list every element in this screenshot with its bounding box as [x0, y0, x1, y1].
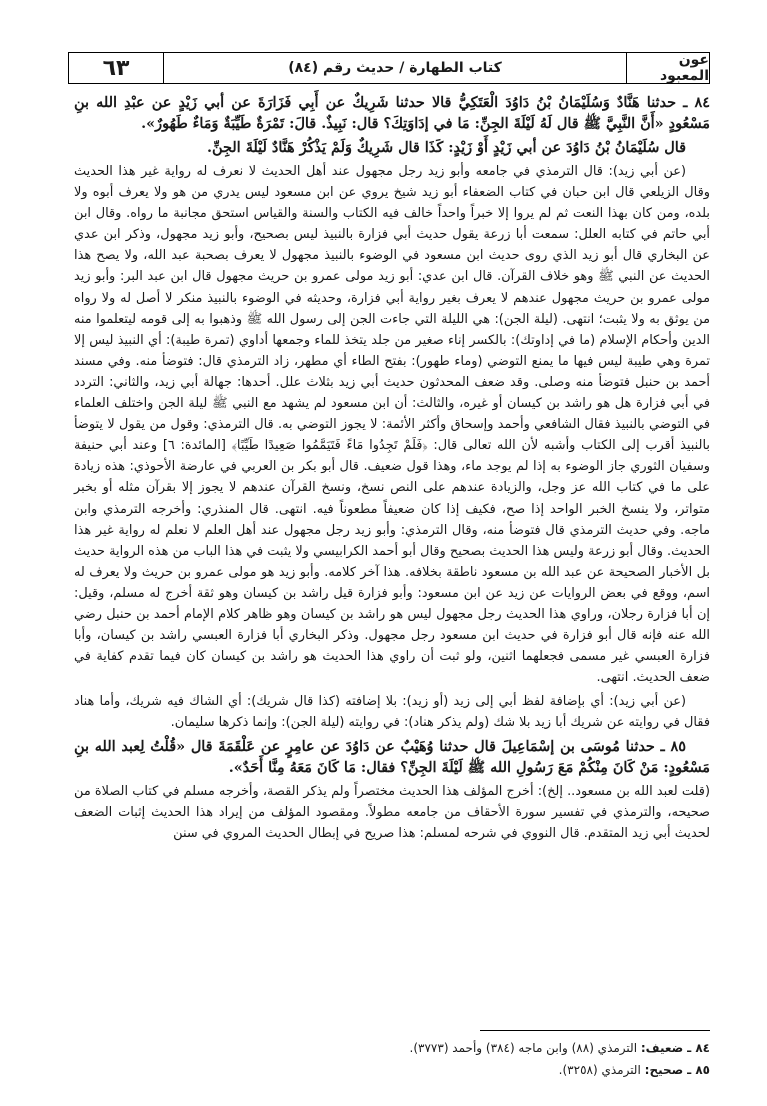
- footnote-number: ٨٥ ـ: [687, 1063, 710, 1077]
- hadith-84-variant: قال سُلَيْمَانُ بْنُ دَاوُدَ عن أبي زَيْدٍ أَوْ زَيْدٍ: كَذَا قال شَرِيكٌ وَلَمْ يَذْكُرْ هَنَّادٌ لَيْلَةَ الجِنِّ.: [207, 139, 686, 156]
- commentary-84: (عن أبي زيد): قال الترمذي في جامعه وأبو زيد رجل مجهول عند أهل الحديث لا نعرف له رواية غير هذا الحديث وقال الزيلعي قال ابن حبان في كتاب الضعفاء أبو زيد شيخ يروي عن ابن مسعود ليس يدري من هو ولا يعرف أبوه ولا بلده، ومن كان بهذا النعت ثم لم يروا إلا خبراً واحداً خالف فيه الكتاب والسنة والقياس استحق مجانبة ما رواه. وقال ابن أبي حاتم في كتابه العلل: سمعت أبا زرعة يقول حديث أبي فزارة بالنبيذ ليس بصحيح، وأبو زيد مجهول، وذكر ابن عدي عن البخاري قال أبو زيد الذي روى حديث ابن مسعود في الوضوء بالنبيذ مجهول لا يعرف بصحبة عبد الله، ولا يصح هذا الحديث عن النبي ﷺ وهو خلاف القرآن. قال ابن عدي: أبو زيد مولى عمرو بن حريث مجهول قال ابن عبد البر: وأبو زيد مولى عمرو بن حريث مجهول عندهم لا يعرف بغير رواية أبي فزارة، وحديثه في الوضوء بالنبيذ منكر لا أصل له ولا رواه من يوثق به ولا يثبت؛ انتهى. (ليلة الجن): هي الليلة التي جاءت الجن إلى رسول الله ﷺ وذهبوا به إلى قومه ليتعلموا منه الدين وأحكام الإسلام (ما في إداوتك): بالكسر إناء صغير من جلد يتخذ للماء وجمعها أداوي (تمرة طيبة): أي النبيذ ليس إلا تمرة وهي طيبة ليس فيها ما يمنع التوضي (وماء طهور): بفتح الطاء أي مطهر، زاد الترمذي قال: فتوضأ منه. وفي مسند أحمد بن حنبل فتوضأ منه وصلى. وقد ضعف المحدثون حديث أبي زيد بثلاث علل. أحدها: جهالة أبي زيد، والثاني: التردد في أبي فزارة هل هو راشد بن كيسان أو غيره، والثالث: أن ابن مسعود لم يشهد مع النبي ﷺ ليلة الجن واختلف العلماء في التوضي بالنبيذ فقال الشافعي وأحمد وإسحاق وأكثر الأئمة: لا يجوز التوضي به. قال الترمذي: وقول من يقول لا يتوضأ بالنبيذ أقرب إلى الكتاب وأشبه لأن الله تعالى قال: ﴿فَلَمْ تَجِدُوا مَاءً فَتَيَمَّمُوا صَعِيدًا طَيِّبًا﴾ [المائدة: ٦] وعند أبي حنيفة وسفيان الثوري جاز الوضوء به إذا لم يوجد ماء، وهذا قول ضعيف. قال أبو بكر بن العربي في عارضة الأحوذي: هذه زيادة على ما في كتاب الله عز وجل، والزيادة عندهم على النص نسخ، ونسخ القرآن عندهم لا يجوز إلا بقرآن مثله أو بخبر متواتر، ولا ينسخ الخبر الواحد إذا صح، فكيف إذا كان ضعيفاً مطعوناً فيه. انتهى. قال المنذري: وأخرجه الترمذي وابن ماجه. وفي حديث الترمذي قال فتوضأ منه، وقال الترمذي: وأبو زيد رجل مجهول عند أهل العلم لا نعلم له رواية غير هذا الحديث. وقال أبو زرعة وليس هذا الحديث بصحيح وقال أبو أحمد الكرابيسي ولا يثبت في هذا الباب من هذه الرواية حديث بل الأخبار الصحيحة عن عبد الله بن مسعود ناطقة بخلافه. هذا آخر كلامه. وأبو زيد هو مولى عمرو بن حريث ولا يعرف له اسم، ووقع في بعض الروايات عن زيد عن ابن مسعود: وأبو فزارة قيل راشد بن كيسان وهو ثقة أخرج له مسلم، وقيل: إن أبا فزارة رجلان، وراوي هذا الحديث رجل مجهول ليس هو راشد بن كيسان وهو ظاهر كلام الإمام أحمد بن حنبل رضي الله عنه فإنه قال أبو فزارة في حديث ابن مسعود رجل مجهول. وذكر البخاري أبا فزارة العبسي راشد بن كيسان، وأبا فزارة العبسي غير مسمى فجعلهما اثنين، ولو ثبت أن راوي هذا الحديث هو راشد بن كيسان كان فيما تقدم كفاية في ضعف الحديث. انتهى.: [74, 164, 710, 686]
- page-header: [68, 52, 710, 84]
- page-body: [74, 92, 710, 846]
- footnote-number: ٨٤ ـ: [687, 1041, 710, 1055]
- footnote-grade: صحيح:: [644, 1063, 684, 1077]
- footnote-text: الترمذي (٣٢٥٨).: [558, 1063, 641, 1077]
- commentary-84-variant: (عن أبي زيد): أي بإضافة لفظ أبي إلى زيد (أو زيد): بلا إضافته (كذا قال شريك): أي الشاك فيه شريك، وأما هناد فقال في روايته عن شريك أبا زيد بلا شك (ولم يذكر هناد): في روايته (ليلة الجن): وإنما ذكرها سليمان.: [74, 694, 710, 731]
- commentary-85: (قلت لعبد الله بن مسعود.. إلخ): أخرج المؤلف هذا الحديث مختصراً ولم يذكر القصة، وأخرجه مسلم في كتاب الصلاة من صحيحه، والترمذي في تفسير سورة الأحقاف من جامعه مطولاً. ومقصود المؤلف من إيراد هذا الحديث إثبات الضعف لحديث أبي زيد المتقدم. قال النووي في شرحه لمسلم: هذا صريح في إبطال الحديث المروي في سنن: [74, 783, 710, 841]
- footnote-84: [74, 1037, 710, 1059]
- chapter-title: كتاب الطهارة / حديث رقم (٨٤): [288, 60, 502, 76]
- footnotes: [74, 1037, 710, 1081]
- hadith-85-text: ٨٥ ـ حدثنا مُوسَى بن إسْمَاعِيلَ قال حدثنا وُهَيْبٌ عن دَاوُدَ عن عامِرٍ عن عَلْقَمَةَ قال «قُلْتُ لِعبد الله بنِ مَسْعُودٍ: مَنْ كَانَ مِنْكُمْ مَعَ رَسُولِ الله ﷺ لَيْلَةَ الجِنِّ؟ فقال: مَا كَانَ مَعَهُ مِنَّا أَحَدٌ».: [74, 737, 710, 776]
- footnote-text: الترمذي (٨٨) وابن ماجه (٣٨٤) وأحمد (٣٧٧٣).: [409, 1041, 638, 1055]
- footnote-grade: ضعيف:: [640, 1041, 684, 1055]
- hadith-84-text: ٨٤ ـ حدثنا هَنَّادٌ وَسُلَيْمَانُ بْنُ دَاوُدَ الْعَتَكِيُّ قالا حدثنا شَرِيكٌ عن أَبِي فَزَارَةَ عن أبي زَيْدٍ عن عبْدِ الله بنِ مَسْعُودٍ «أَنَّ النَّبِيَّ ﷺ قال لَهُ لَيْلَةَ الجِنِّ: مَا في إدَاوَتِكَ؟ قال: نَبِيذٌ. قالَ: تَمْرَةٌ طَيِّبَةٌ وَمَاءٌ طَهُورٌ».: [74, 94, 710, 132]
- book-title: عون المعبود: [626, 53, 709, 83]
- footnote-85: [74, 1059, 710, 1081]
- footnote-divider: [480, 1030, 710, 1031]
- page-number: ٦٣: [69, 53, 164, 83]
